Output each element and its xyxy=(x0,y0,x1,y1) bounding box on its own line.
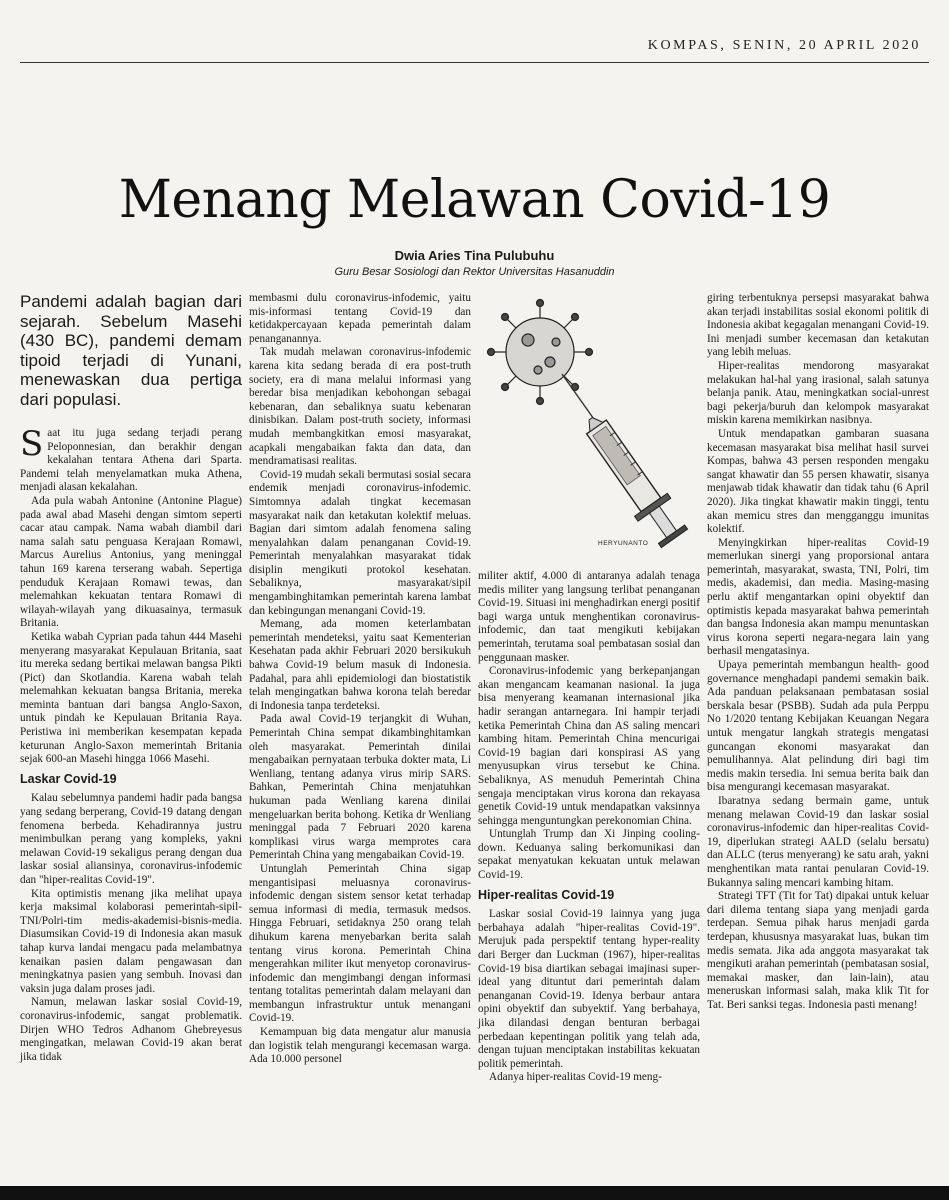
paragraph: Covid-19 mudah sekali bermutasi sosial secara endemik menjadi coronavirus-infodemic. Simtomnya adalah tingkat kecemasan masyarakat naik dan ketakutan kolektif meluas. Bagian dari simtom adalah fenomena saling menyalahkan dalam penanganan Covid-19. Pemerintah menyalahkan masyarakat tidak disiplin mengikuti protokol kesehatan. Sebaliknya, masyarakat/sipil mengambinghitamkan pemerintah karena lambat dan kebingungan menangani Covid-19. xyxy=(249,468,471,617)
paragraph: Hiper-realitas mendorong masyarakat melakukan hal-hal yang irasional, salah satunya belanja panik. Atau, meningkatkan social-unrest bagi pekerja/buruh dan kelompok masyarakat miskin karena memikirkan nasibnya. xyxy=(707,359,929,427)
headline: Menang Melawan Covid-19 xyxy=(118,170,831,230)
column-4 xyxy=(707,292,929,1012)
paragraph: Kalau sebelumnya pandemi hadir pada bangsa yang sedang berperang, Covid-19 datang dengan fenomena berbeda. Kehadirannya justru menimbulkan perang yang kompleks, yakni melawan Covid-19 sekaligus perang dengan dua laskar sosial aliansinya, coronavirus-infodemic dan "hiper-realitas Covid-19". xyxy=(20,792,242,886)
paragraph: giring terbentuknya persepsi masyarakat bahwa akan terjadi instabilitas sosial ekonomi politik di Indonesia akibat kegagalan menangani Covid-19. Ini menjadi sumber kecemasan dan ketakutan yang lebih meluas. xyxy=(707,292,929,359)
paragraph-text: aat itu juga sedang terjadi perang Peloponnesian, dan berakhir dengan kekalahan tentara Athena dari Sparta. Pandemi telah menyelamatkan muka Athena, menjadi alasan kekalahan. xyxy=(20,427,242,494)
masthead: KOMPAS, SENIN, 20 APRIL 2020 xyxy=(647,38,921,53)
paragraph: Menyingkirkan hiper-realitas Covid-19 memerlukan sinergi yang proporsional antara pemerintah, masyarakat, swasta, TNI, Polri, tim medis, akademisi, dan media. Masing-masing perlu aktif mengantarkan opini obyektif dan optimistis kepada masyarakat bahwa pemerintah dan bangsa Indonesia akan mampu menuntaskan virus korona seperti negara-negara lain yang berhasil mengatasinya. xyxy=(707,536,929,658)
paragraph: Kita optimistis menang jika melihat upaya kerja maksimal kolaborasi pemerintah-sipil-TNI/Polri-tim medis-akademisi-bisnis-media. Diasumsikan Covid-19 di Indonesia akan masuk tahap kurva landai mengacu pada melambatnya kenaikan pasien dalam pengawasan dan meningkatnya pasien yang sembuh. Inovasi dan vaksin juga dalam proses jadi. xyxy=(20,887,242,995)
illustration-credit: HERYUNANTO xyxy=(598,540,649,547)
paragraph xyxy=(20,424,242,495)
paragraph: Upaya pemerintah membangun health- good governance menghadapi pandemi semakin baik. Ada panduan pelaksanaan pembatasan sosial berskala besar (PSBB). Sudah ada pula Perppu No 1/2020 tentang Kebijakan Keuangan Negara untuk mengatur langkah strategis mengatasi guncangan ekonomi masyarakat dan pemulihannya. Alat pelindung diri bagi tim medis makin tersedia. Ini semua berita baik dan bisa mengurangi kecemasan masyarakat. xyxy=(707,659,929,794)
paragraph: Tak mudah melawan coronavirus-infodemic karena kita sedang berada di era post-truth society, era di mana melalui informasi yang beredar bisa menjadikan kebohongan sebagai kebenaran, dan sebaliknya suatu kebenaran dinisbikan. Dalam post-truth society, informasi mudah membangkitkan emosi masyarakat, acapkali mengabaikan fakta dan data, dan mendramatisasi realitas. xyxy=(249,346,471,468)
lead-paragraph: Pandemi adalah bagian dari sejarah. Sebelum Masehi (430 BC), pandemi demam tipoid terjadi di Yunani, menewaskan dua pertiga dari populasi. xyxy=(20,292,242,409)
paragraph: Untuk mendapatkan gambaran suasana kecemasan masyarakat bisa melihat hasil survei Kompas, bahwa 43 persen responden mengaku sangat khawatir dan 55 persen khawatir, sisanya menjawab tidak khawatir dan tidak tahu (6 April 2020). Jika tingkat khawatir makin tinggi, tentu akan memicu stres dan mengganggu imunitas kolektif. xyxy=(707,427,929,536)
paragraph: Ibaratnya sedang bermain game, untuk menang melawan Covid-19 dan laskar sosial coronavirus-infodemic dan hiper-realitas Covid-19, diperlukan strategi AALD (selalu bersatu) dan ALLC (terus menyerang) ke satu arah, yakni menghentikan mata rantai penularan Covid-19. Bukannya saling mencari kambing hitam. xyxy=(707,794,929,889)
paragraph: Untunglah Pemerintah China sigap mengantisipasi meluasnya coronavirus-infodemic dengan sistem sensor ketat terhadap semua informasi di media, termasuk medsos. Hingga Februari, setidaknya 250 orang telah dihukum karena menyebarkan berita salah tentang virus korona. Pemerintah China mengerahkan militer ikut menyetop coronavirus-infodemic dan mengimbangi dengan informasi tentang totalitas pemerintah dalam melayani dan membangun infrastruktur untuk menangani Covid-19. xyxy=(249,862,471,1025)
bottom-border xyxy=(0,1186,949,1200)
paragraph: Kemampuan big data mengatur alur manusia dan logistik telah mengurangi kecemasan warga. Ada 10.000 personel xyxy=(249,1026,471,1066)
column-3 xyxy=(478,570,700,1085)
paragraph: Namun, melawan laskar sosial Covid-19, coronavirus-infodemic, sangat problematik. Dirjen WHO Tedros Adhanom Ghebreyesus mengingatkan, melawan Covid-19 akan berat jika tidak xyxy=(20,996,242,1063)
author-name: Dwia Aries Tina Pulubuhu xyxy=(394,248,555,263)
paragraph: Adanya hiper-realitas Covid-19 meng- xyxy=(489,1071,662,1084)
paragraph: Ketika wabah Cyprian pada tahun 444 Masehi menyerang masyarakat Kepulauan Britania, saat itu mereka sedang bertikai melawan bangsa Pikti (Pict) dan Skotlandia. Karena wabah telah melemahkan kekuatan bangsa Britania, mereka meminta bantuan dari bangsa Anglo-Saxon, untuk pindah ke Kepulauan Britania Raya. Peristiwa ini memberikan kesempatan kepada keturunan Anglo-Saxon memerintah Britania sejak 600-an Masehi hingga 1066 Masehi. xyxy=(20,630,242,766)
paragraph: militer aktif, 4.000 di antaranya adalah tenaga medis militer yang langsung terlibat penanganan Covid-19. Situasi ini menghadirkan energi positif bagi warga untuk menghentikan coronavirus-infodemic, dan taat mengikuti kebijakan pemerintah, terutama soal pembatasan sosial dan penggunaan masker. xyxy=(478,570,700,664)
virus-syringe-illustration xyxy=(478,292,700,562)
syringe-virus-icon xyxy=(478,292,700,552)
paragraph: Memang, ada momen keterlambatan pemerintah mendeteksi, yaitu saat Kementerian Kesehatan pada akhir Februari 2020 bersikukuh bahwa Covid-19 belum masuk di Indonesia. Padahal, para ahli epidemiologi dan biostatistik telah mengingatkan bahwa korona telah beredar di Indonesia tanpa terdeteksi. xyxy=(249,618,471,712)
column-1 xyxy=(20,292,242,1064)
author-title: Guru Besar Sosiologi dan Rektor Universitas Hasanuddin xyxy=(334,266,615,278)
paragraph: Pada awal Covid-19 terjangkit di Wuhan, Pemerintah China sempat dikambinghitamkan oleh masyarakat. Pemerintah dinilai mengabaikan pernyataan terbuka dokter mata, Li Wenliang, tentang adanya virus mirip SARS. Bahkan, Pemerintah China menjatuhkan hukuman pada Wenliang karena dinilai mengeluarkan berita bohong. Ketika dr Wenliang meninggal pada 7 Februari 2020 karena komplikasi virus warga memprotes cara Pemerintah China yang mengabaikan Covid-19. xyxy=(249,713,471,862)
paragraph: membasmi dulu coronavirus-infodemic, yaitu mis-informasi tentang Covid-19 dan ketidakpercayaan kepada pemerintah dalam penanganannya. xyxy=(249,292,471,345)
paragraph: Ada pula wabah Antonine (Antonine Plague) pada awal abad Masehi dengan simtom seperti cacar atau campak. Nama wabah diambil dari nama salah satu penguasa Kerajaan Romawi, Marcus Aurelius Antonius, yang meninggal tahun 169 karena terserang wabah. Sepertiga penduduk Kerajaan Romawi tewas, dan melemahkan kekuatan tentara Romawi di wilayah-wilayah yang dikuasainya, termasuk Britania. xyxy=(20,494,242,630)
column-2 xyxy=(249,292,471,1067)
subheading: Hiper-realitas Covid-19 xyxy=(478,887,615,902)
paragraph: Untunglah Trump dan Xi Jinping cooling-down. Keduanya saling berkomunikasi dan sepakat menyatukan kekuatan untuk melawan Covid-19. xyxy=(478,828,700,882)
top-rule xyxy=(20,62,929,63)
subheading: Laskar Covid-19 xyxy=(20,771,117,786)
paragraph: Coronavirus-infodemic yang berkepanjangan akan mengancam keamanan nasional. Ia juga bisa menyerang keamanan internasional jika hadir serangan antarnegara. Ini hampir terjadi ketika Pemerintah China dan AS saling mencari kambing hitam. Pemerintah China mencurigai Covid-19 bagian dari konspirasi AS yang menyusupkan virus tersebut ke China. Sebaliknya, AS menuduh Pemerintah China sengaja menciptakan virus korona dan rekayasa genetik Covid-19 untuk mendapatkan vaksinnya sehingga menguntungkan perekonomian China. xyxy=(478,665,700,827)
paragraph: Strategi TFT (Tit for Tat) dipakai untuk keluar dari dilema tentang siapa yang menjadi garda terdepan. Semua pihak harus menjadi garda terdepan, khususnya masyarakat luas, bukan tim medis semata. Jika ada anggota masyarakat tak mengikuti arahan pemerintah (pembatasan sosial, memakai masker, dan lain-lain), atau meneruskan informasi salah, maka klik Tit for Tat. Beri sanksi tegas. Indonesia pasti menang! xyxy=(707,890,929,1011)
drop-cap: S xyxy=(20,424,44,464)
paragraph: Laskar sosial Covid-19 lainnya yang juga berbahaya adalah "hiper-realitas Covid-19". Merujuk pada perspektif tentang hyper-reality dari Berger dan Luckman (1967), hiper-realitas Covid-19 bisa diartikan sebagai imajinasi super-ideal yang dituntut dari pemerintah dalam penanganan Covid-19. Idenya berbaur antara opini obyektif dan subyektif. Yang berbahaya, jika dilandasi dengan benturan berbagai perbedaan kepentingan politik yang telah ada, dengan tujuan menciptakan instabilitas kekuatan politik pemerintah. xyxy=(478,908,700,1070)
